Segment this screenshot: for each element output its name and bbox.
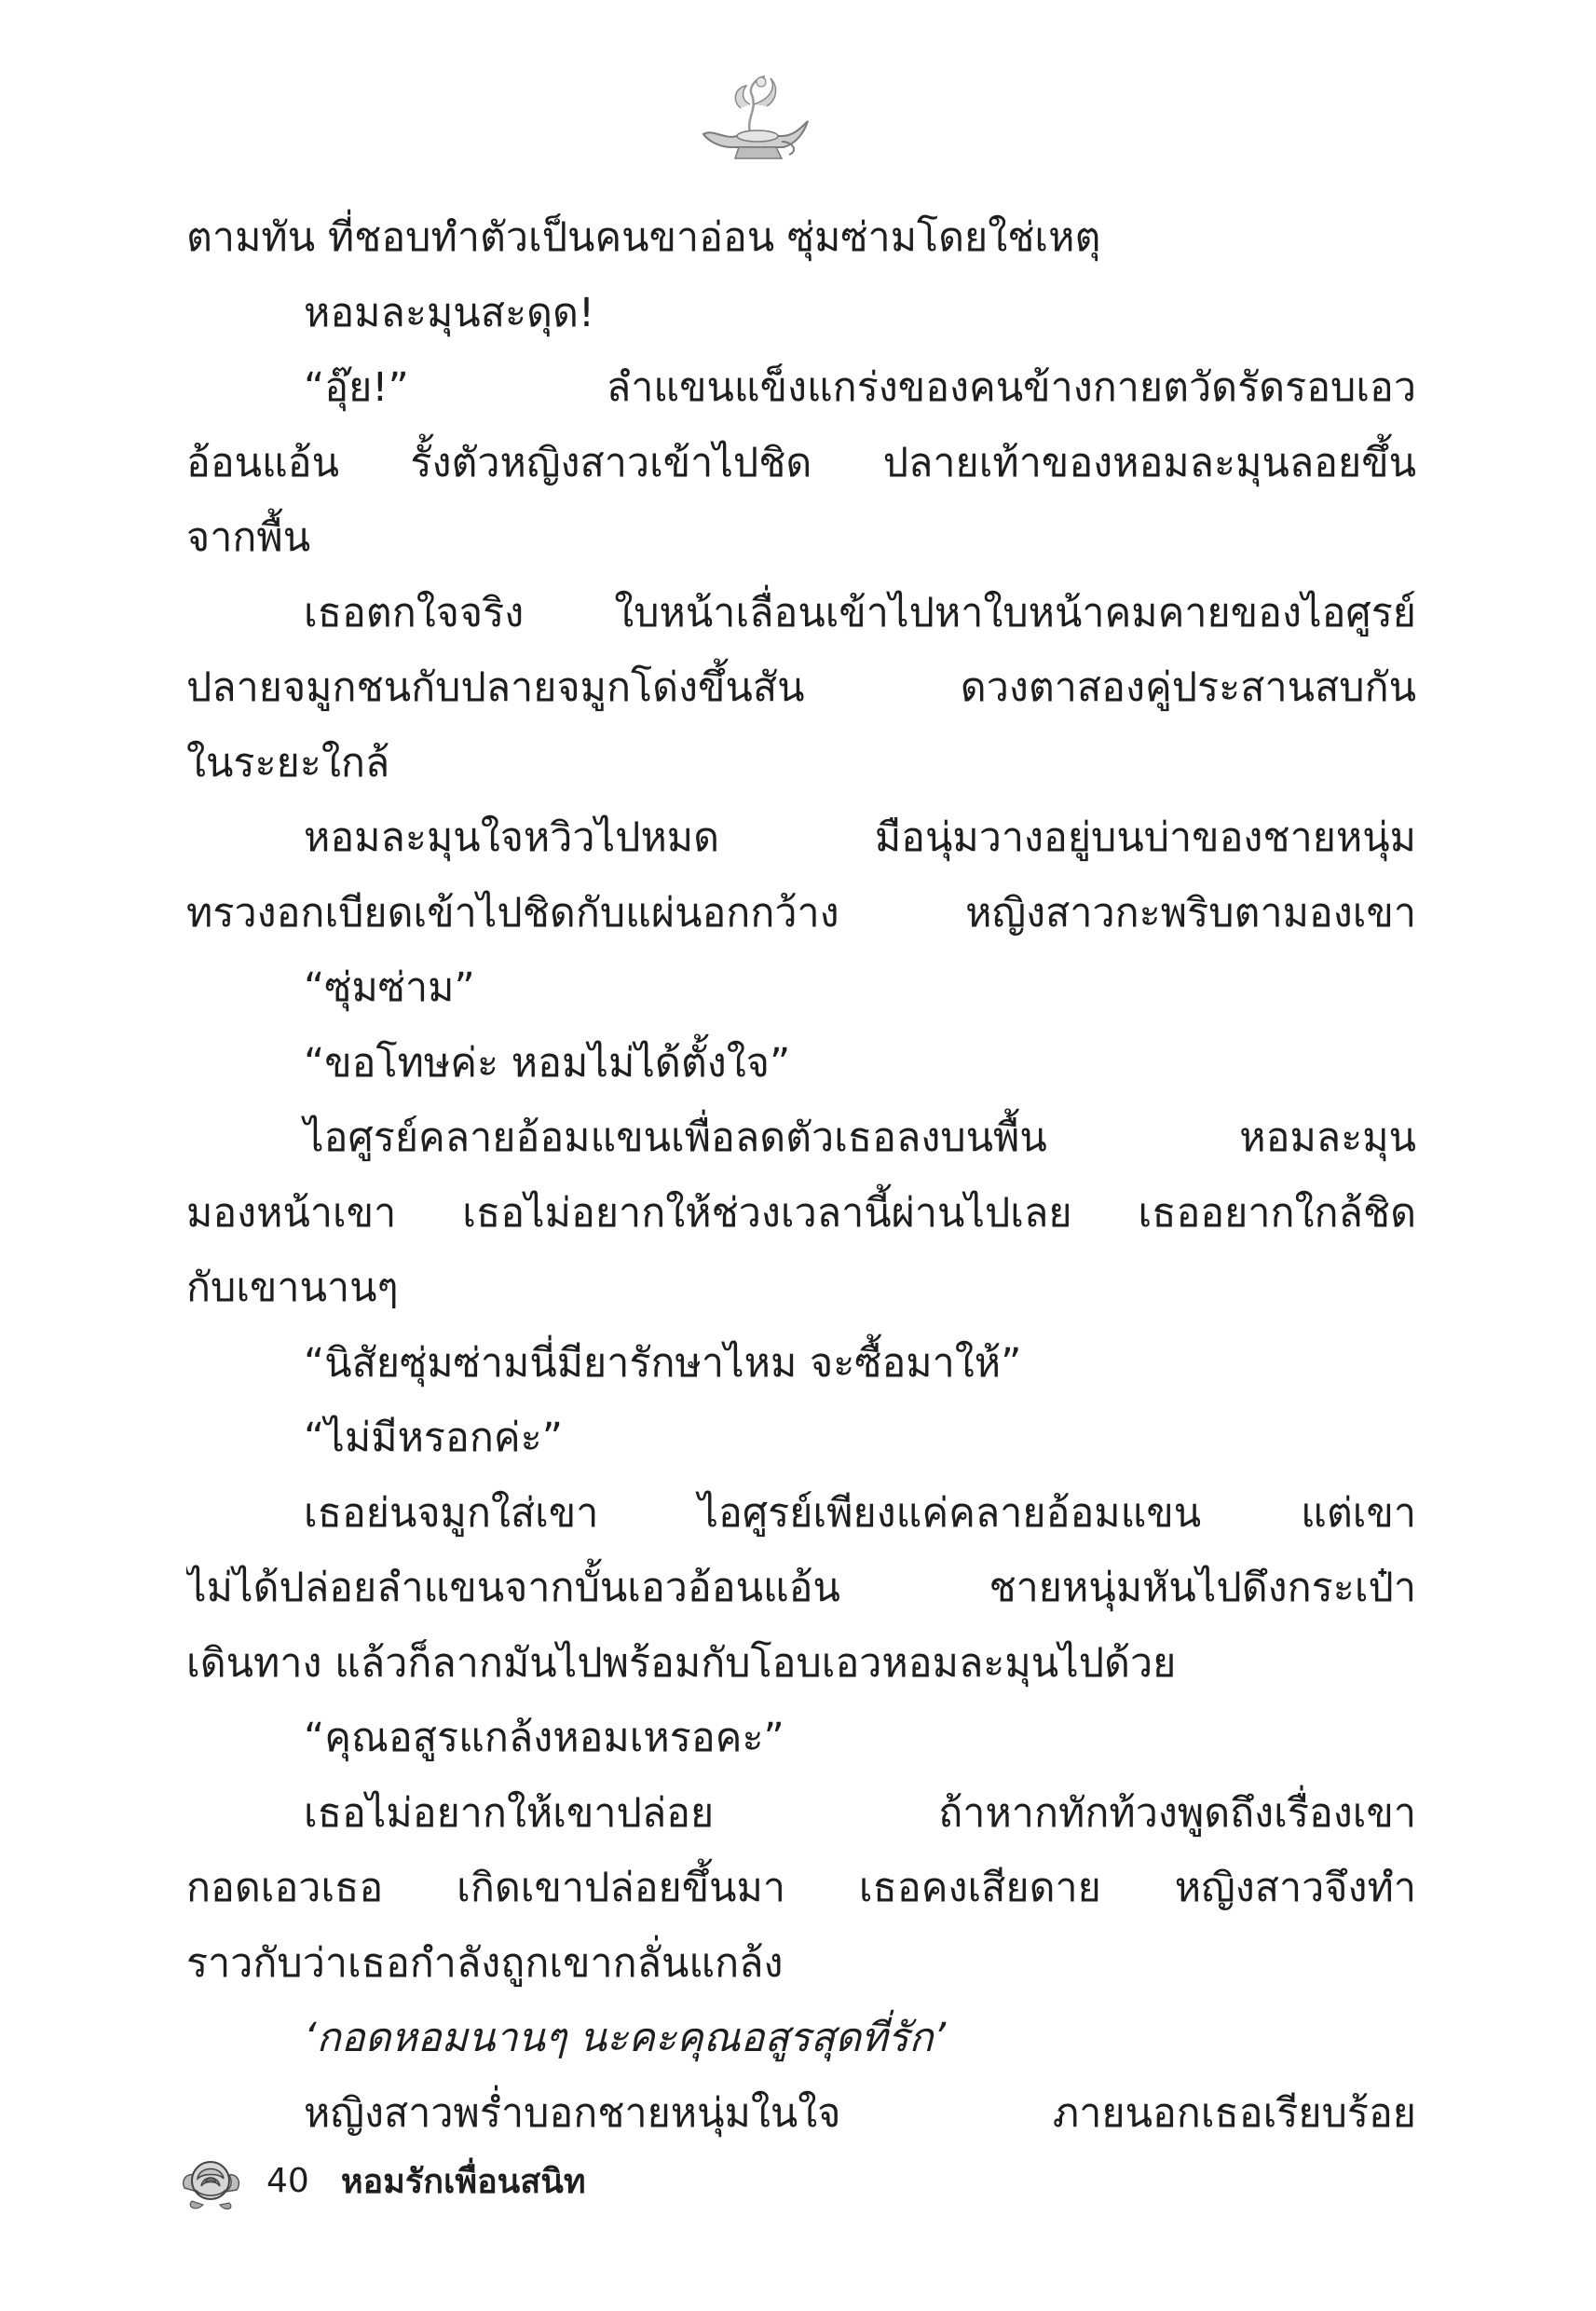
text-line: ราวกับว่าเธอกำลังถูกเขากลั่นแกล้ง [186,1939,784,1987]
text-line: กับเขานานๆ [186,1265,399,1311]
text-line: กอดเอวเธอ เกิดเขาปล่อยขึ้นมา เธอคงเสียดาย หญิงสาวจึงทำ [186,1865,1416,1911]
text-line: ทรวงอกเบียดเข้าไปชิดกับแผ่นอกกว้าง หญิงสาวกะพริบตามองเขา [186,889,1416,937]
text-line: หญิงสาวพร่ำบอกชายหนุ่มในใจ ภายนอกเธอเรียบร้อย [304,2089,1416,2137]
page-body [186,200,1416,2151]
text-line: มองหน้าเขา เธอไม่อยากให้ช่วงเวลานี้ผ่านไปเลย เธออยากใกล้ชิด [186,1189,1416,1237]
text-line: เธอย่นจมูกใส่เขา ไอศูรย์เพียงแค่คลายอ้อมแขน แต่เขา [304,1489,1416,1537]
genie-lamp-icon [685,67,815,170]
text-line: อ้อนแอ้น รั้งตัวหญิงสาวเข้าไปชิด ปลายเท้าของหอมละมุนลอยขึ้น [186,439,1416,486]
text-line: เธอตกใจจริง ใบหน้าเลื่อนเข้าไปหาใบหน้าคมคายของไอศูรย์ [304,589,1416,636]
text-line: ปลายจมูกชนกับปลายจมูกโด่งขึ้นสัน ดวงตาสองคู่ประสานสบกัน [186,664,1416,711]
text-line: “ขอโทษค่ะ หอมไม่ได้ตั้งใจ” [304,1039,791,1087]
page-footer [177,2143,586,2218]
text-line: “ไม่มีหรอกค่ะ” [304,1415,564,1461]
text-line: “นิสัยซุ่มซ่ามนี่มียารักษาไหม จะซื้อมาให้” [304,1339,1022,1387]
text-line: ตามทัน ที่ชอบทำตัวเป็นคนขาอ่อน ซุ่มซ่ามโดยใช่เหตุ [186,214,1101,261]
text-line: เดินทาง แล้วก็ลากมันไปพร้อมกับโอบเอวหอมละมุนไปด้วย [186,1639,1177,1687]
text-line: ไอศูรย์คลายอ้อมแขนเพื่อลดตัวเธอลงบนพื้น หอมละมุน [304,1114,1416,1161]
text-line: “อุ๊ย!” ลำแขนแข็งแกร่งของคนข้างกายตวัดรัดรอบเอว [304,364,1416,411]
text-line: หอมละมุนใจหวิวไปหมด มือนุ่มวางอยู่บนบ่าของชายหนุ่ม [304,814,1416,861]
book-title: หอมรักเพื่อนสนิท [340,2162,586,2201]
text-line: “คุณอสูรแกล้งหอมเหรอคะ” [304,1715,784,1761]
text-line: “ซุ่มซ่าม” [304,964,475,1011]
text-line: ไม่ได้ปล่อยลำแขนจากบั้นเอวอ้อนแอ้น ชายหนุ่มหันไปดึงกระเป๋า [186,1565,1416,1611]
text-line: ในระยะใกล้ [186,739,390,786]
text-line: จากพื้น [186,514,311,561]
page-number: 40 [266,2161,309,2200]
text-line: หอมละมุนสะดุด! [304,289,595,336]
text-line: เธอไม่อยากให้เขาปล่อย ถ้าหากทักท้วงพูดถึงเรื่องเขา [304,1789,1416,1837]
rose-icon [177,2147,244,2214]
text-line: ‘กอดหอมนานๆ นะคะคุณอสูรสุดที่รัก’ [304,2015,947,2061]
